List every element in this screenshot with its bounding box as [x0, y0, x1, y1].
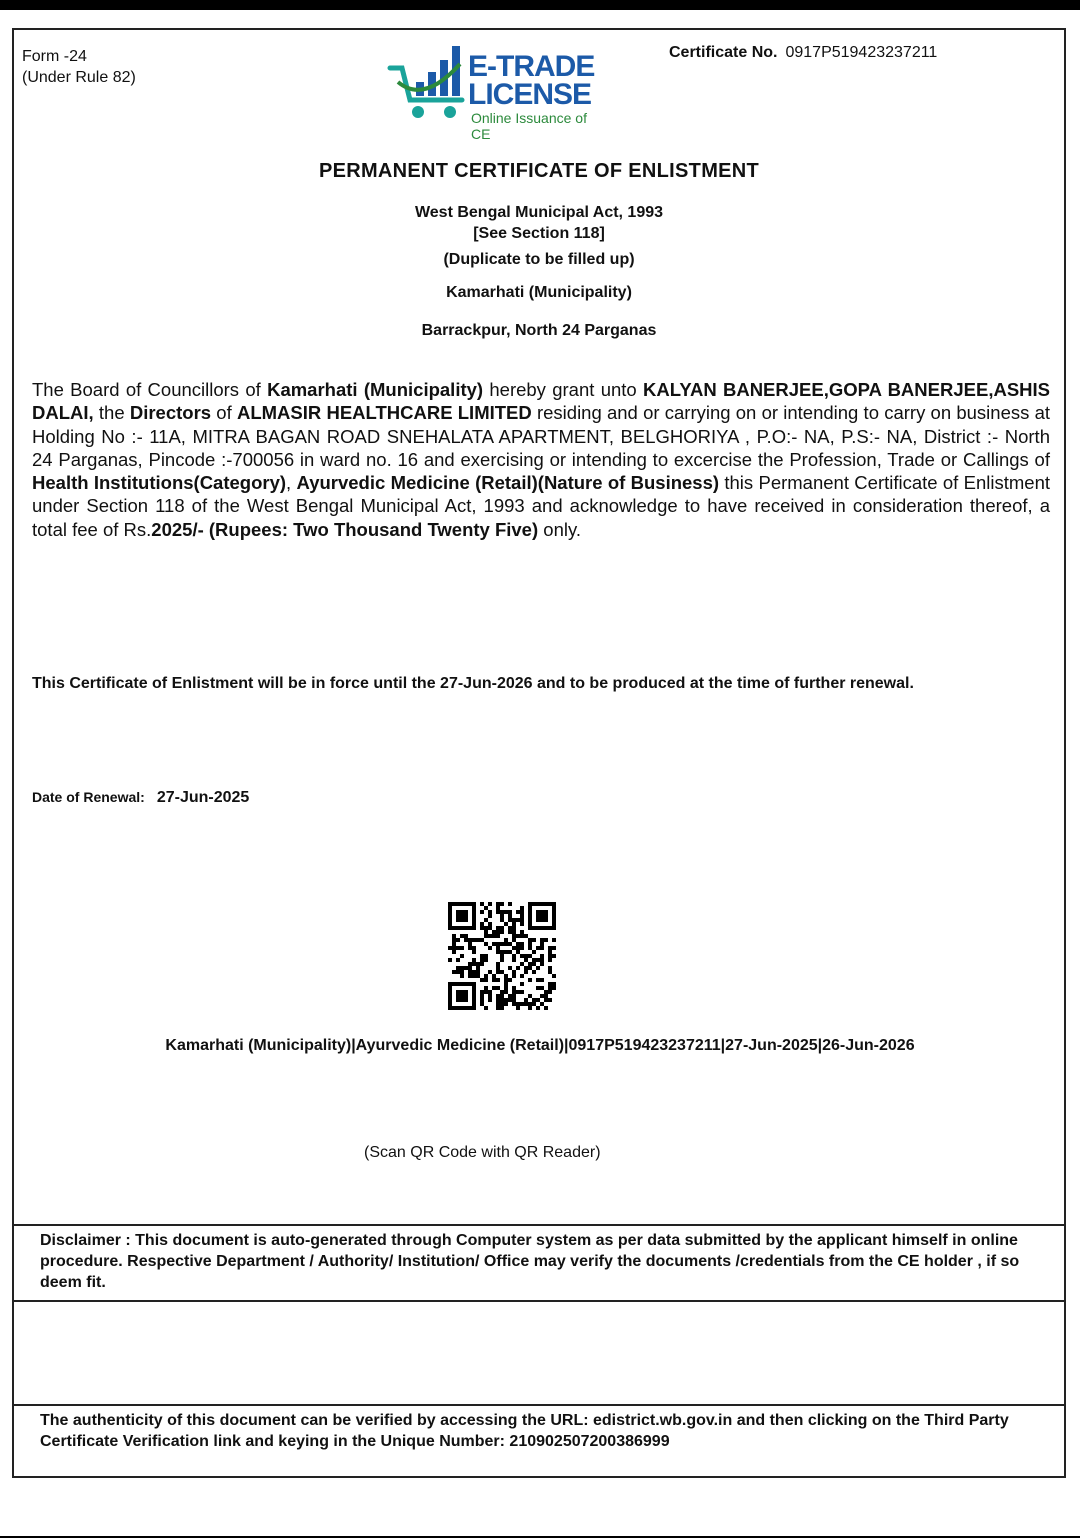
renewal-date-value: 27-Jun-2025	[156, 789, 250, 806]
certificate-frame	[12, 28, 1066, 1478]
body-text: the	[93, 402, 130, 424]
certificate-number-value: 0917P519423237211	[785, 44, 938, 61]
body-text: only.	[538, 518, 581, 540]
validity-statement: This Certificate of Enlistment will be in force until the 27-Jun-2026 and to be produced at the time of further renewal.	[32, 675, 914, 692]
authenticity-note: The authenticity of this document can be verified by accessing the URL: edistrict.wb.gov.in and then clicking on the Third Party Certificate Verification link and keying in the Unique Number: 210902507200386999	[40, 1412, 1009, 1450]
form-rule: (Under Rule 82)	[22, 69, 136, 86]
bottom-border-line	[0, 1536, 1080, 1538]
municipality-name: Kamarhati (Municipality)	[446, 284, 632, 301]
body-address-text: residing and or carrying on or intending to carry on business at Holding No :- 11A, MITRA BAGAN ROAD SNEHALATA APARTMENT, BELGHORIYA , P.O:- NA, P.S:- NA, District :- North 24 Parganas, Pincode :-700056 in ward no. 16 and exercising or intending to excercise the Profession, Trade or Callings of	[32, 402, 1051, 470]
body-category: Health Institutions(Category)	[32, 472, 287, 494]
body-text: hereby grant unto	[483, 379, 643, 400]
body-holder-names: KALYAN BANERJEE,GOPA BANERJEE,ASHIS DALAI,	[32, 379, 1051, 424]
section-reference: [See Section 118]	[473, 225, 605, 242]
scan-qr-note: (Scan QR Code with QR Reader)	[364, 1144, 601, 1161]
body-text: The Board of Councillors of	[32, 379, 268, 400]
form-reference	[22, 46, 136, 88]
qr-code	[448, 902, 556, 1010]
form-number: Form -24	[22, 48, 87, 65]
logo-tagline: Online Issuance of CE	[471, 110, 587, 142]
body-fee-amount: 2025/- (Rupees: Two Thousand Twenty Five)	[151, 518, 539, 540]
body-municipality: Kamarhati (Municipality)	[267, 379, 484, 400]
etrade-license-logo	[384, 42, 604, 142]
body-text: ,	[286, 472, 297, 494]
renewal-date	[32, 789, 249, 807]
renewal-date-label: Date of Renewal:	[32, 789, 145, 805]
divider	[14, 1224, 1064, 1226]
top-border-bar	[0, 0, 1080, 10]
body-text: this Permanent Certificate of Enlistment under Section 118 of the West Bengal Municipal Act, 1993 and acknowledge to have received in consideration thereof, a total fee of Rs.	[32, 472, 1051, 540]
body-text: of	[211, 402, 237, 424]
act-name: West Bengal Municipal Act, 1993	[414, 204, 664, 221]
logo-text-license: LICENSE	[468, 78, 592, 111]
location-name: Barrackpur, North 24 Parganas	[421, 322, 657, 339]
body-nature-of-business: Ayurvedic Medicine (Retail)(Nature of Business)	[296, 472, 720, 494]
shopping-cart-chart-icon	[384, 42, 468, 122]
certificate-number	[669, 44, 937, 62]
divider	[14, 1404, 1064, 1406]
qr-caption: Kamarhati (Municipality)|Ayurvedic Medicine (Retail)|0917P519423237211|27-Jun-2025|26-Jun-2026	[165, 1037, 915, 1054]
disclaimer-text: Disclaimer : This document is auto-generated through Computer system as per data submitted by the applicant himself in online procedure. Respective Department / Authority/ Institution/ Office may verify the documents /credentials from the CE holder , if so deem fit.	[40, 1232, 1020, 1291]
body-designation: Directors	[129, 402, 212, 424]
divider	[14, 1300, 1064, 1302]
grant-paragraph	[32, 378, 1050, 541]
logo-text-etrade: E-TRADE	[468, 50, 595, 83]
body-company-name: ALMASIR HEALTHCARE LIMITED	[236, 402, 532, 424]
duplicate-note: (Duplicate to be filled up)	[443, 251, 635, 268]
certificate-number-label: Certificate No.	[669, 44, 778, 61]
certificate-title: PERMANENT CERTIFICATE OF ENLISTMENT	[318, 160, 760, 182]
